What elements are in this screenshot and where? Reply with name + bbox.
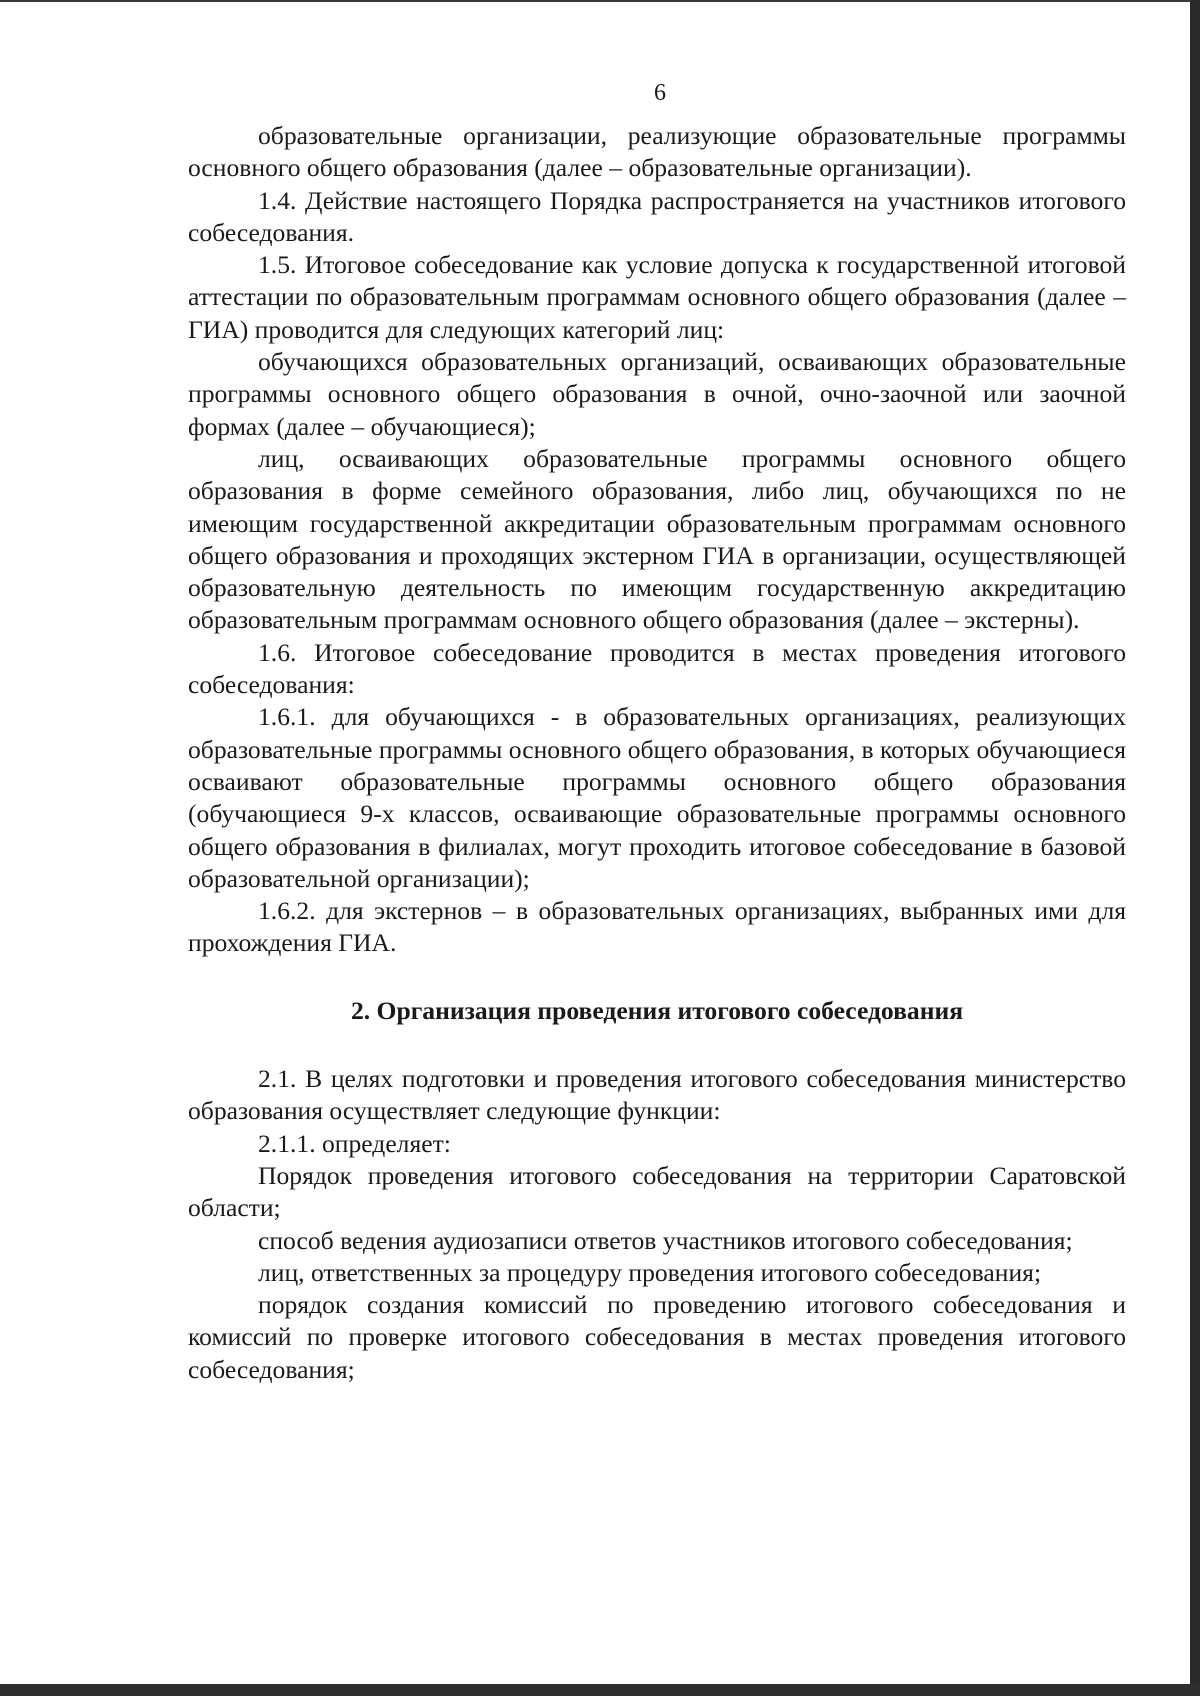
document-body — [188, 120, 1126, 1386]
paragraph-2-1-1: 2.1.1. определяет: — [258, 1128, 451, 1158]
paragraph-2-1: 2.1. В целях подготовки и проведения итогового собеседования министерство образования осуществляет следующие функции: — [188, 1064, 1126, 1126]
paragraph-1-5: 1.5. Итоговое собеседование как условие допуска к государственной итоговой аттестации по образовательным программам основного общего образования (далее – ГИА) проводится для следующих категорий лиц: — [188, 250, 1126, 344]
scan-edge-bottom — [0, 1684, 1200, 1696]
paragraph-1-4: 1.4. Действие настоящего Порядка распространяется на участников итогового собеседования. — [188, 185, 1126, 247]
paragraph-continuation: образовательные организации, реализующие образовательные программы основного общего образования (далее – образовательные организации). — [188, 121, 1126, 183]
section-heading: 2. Организация проведения итогового собеседования — [350, 995, 964, 1025]
paragraph-category-externs: лиц, осваивающих образовательные программы основного общего образования в форме семейного образования, либо лиц, обучающихся по не имеющим государственной аккредитации образовательным программам основного общего образования и проходящих экстерном ГИА в организации, осуществляющей образовательную деятельность по имеющим государственную аккредитацию образовательным программам основного общего образования (далее – экстерны). — [188, 443, 1126, 635]
paragraph-responsible-persons: лиц, ответственных за процедуру проведения итогового собеседования; — [258, 1257, 1042, 1287]
scan-edge-top — [0, 0, 1200, 2]
paragraph-audio-recording: способ ведения аудиозаписи ответов участников итогового собеседования; — [258, 1225, 1073, 1255]
page-number: 6 — [654, 80, 666, 106]
paragraph-category-students: обучающихся образовательных организаций, осваивающих образовательные программы основного общего образования в очной, очно-заочной или заочной формах (далее – обучающиеся); — [188, 347, 1126, 441]
paragraph-1-6-2: 1.6.2. для экстернов – в образовательных организациях, выбранных ими для прохождения ГИА. — [188, 896, 1126, 958]
paragraph-1-6: 1.6. Итоговое собеседование проводится в местах проведения итогового собеседования: — [188, 637, 1126, 700]
scan-edge-right — [1190, 0, 1200, 1696]
paragraph-1-6-1: 1.6.1. для обучающихся - в образовательных организациях, реализующих образовательные программы основного общего образования, в которых обучающиеся осваивают образовательные программы основного общего образования (обучающиеся 9-х классов, осваивающие образовательные программы основного общего образования в филиалах, могут проходить итоговое собеседование в базовой образовательной организации); — [188, 702, 1126, 893]
paragraph-commissions: порядок создания комиссий по проведению итогового собеседования и комиссий по проверке итогового собеседования в местах проведения итогового собеседования; — [188, 1290, 1126, 1384]
paragraph-procedure: Порядок проведения итогового собеседования на территории Саратовской области; — [188, 1160, 1126, 1223]
